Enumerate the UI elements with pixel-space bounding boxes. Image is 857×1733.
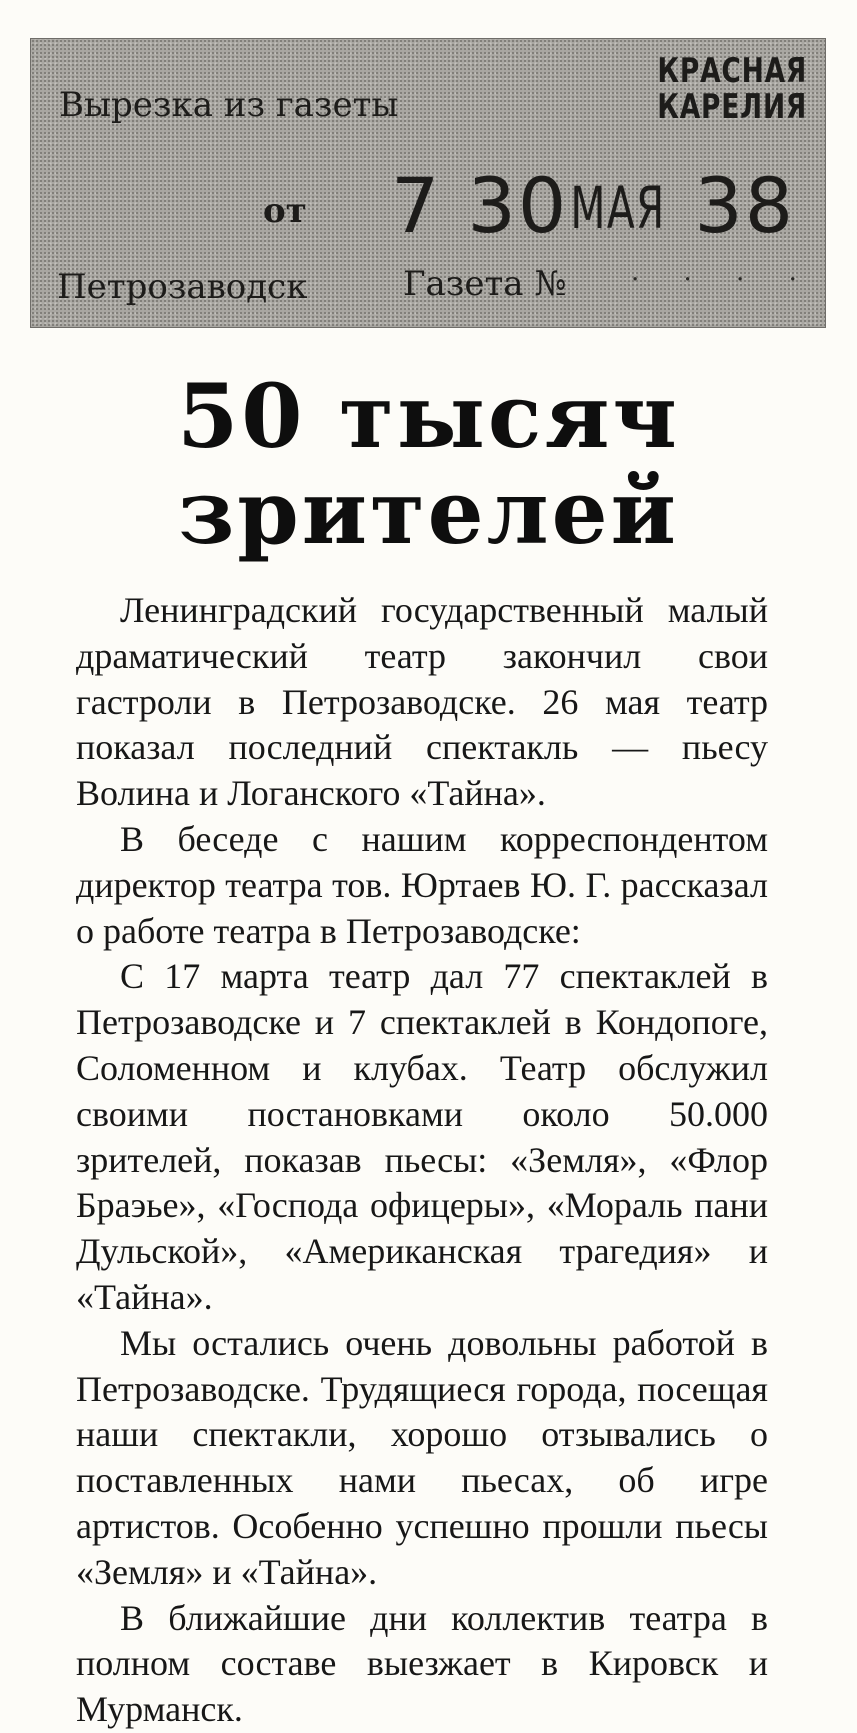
date-day: 7 30 (391, 161, 569, 250)
clipping-label: Вырезка из газеты (59, 85, 399, 125)
article-paragraph: Мы остались очень довольны работой в Петрозаводске. Трудящиеся города, посещая наши спектакли, хорошо отзывались о поставленных нами пьесах, об игре артистов. Особенно успешно прошли пьесы «Земля» и «Тайна». (76, 1322, 768, 1592)
headline-line1: 50 тысяч (177, 364, 680, 468)
article-paragraph: Ленинградский государственный малый драматический театр закончил свои гастроли в Петрозаводске. 26 мая театр показал последний спектакль — пьесу Волина и Логанского «Тайна». (76, 590, 768, 814)
newspaper-name-line2: КАРЕЛИЯ (657, 87, 807, 127)
gazeta-number-dots: · · · · (631, 265, 815, 295)
stamp-date (391, 161, 795, 250)
newspaper-name-line1: КРАСНАЯ (657, 51, 807, 91)
date-month: МАЯ (570, 174, 666, 242)
article-paragraph: В ближайшие дни коллектив театра в полном составе выезжает в Кировск и Мурманск. (76, 1597, 768, 1730)
gazeta-label: Газета № (403, 264, 567, 304)
clipping-stamp (30, 38, 826, 328)
article-paragraph: С 17 марта театр дал 77 спектаклей в Петрозаводске и 7 спектаклей в Кондопоге, Соломенном и клубах. Театр обслужил своими постановками около 50.000 зрителей, показав пьесы: «Земля», «Флор Браэье», «Господа офицеры», «Мораль пани Дульской», «Американская трагедия» и «Тайна». (76, 956, 768, 1317)
date-prefix: от (263, 191, 307, 231)
newspaper-name (657, 53, 807, 125)
article-paragraph: В беседе с нашим корреспондентом директор театра тов. Юртаев Ю. Г. рассказал о работе театра в Петрозаводске: (76, 818, 768, 951)
date-year: 38 (694, 161, 796, 250)
article-headline (0, 364, 857, 564)
article-body (76, 588, 768, 1733)
city-label: Петрозаводск (57, 267, 308, 307)
headline-line2: зрителей (178, 460, 679, 564)
